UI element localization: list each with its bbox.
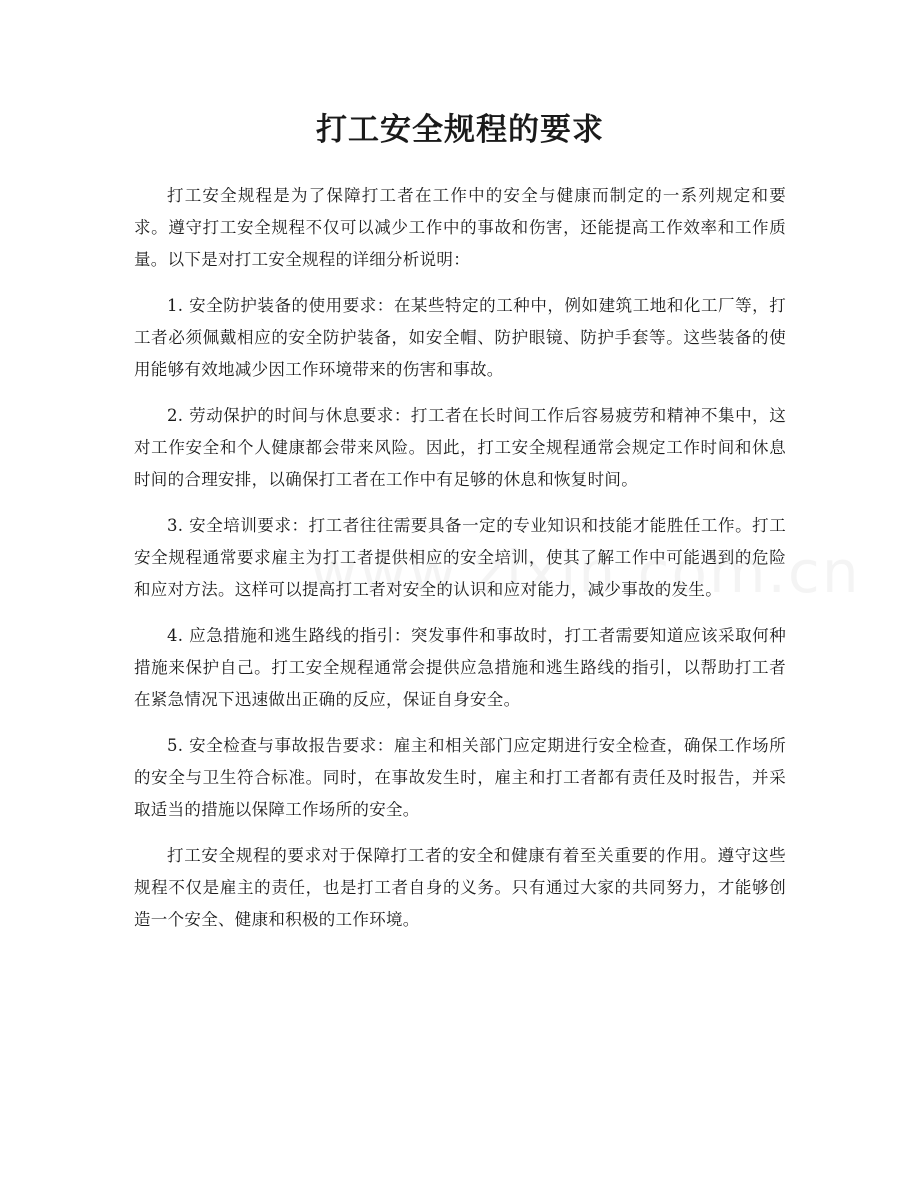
conclusion-paragraph: 打工安全规程的要求对于保障打工者的安全和健康有着至关重要的作用。遵守这些规程不仅是雇主的责任，也是打工者自身的义务。只有通过大家的共同努力，才能够创造一个安全、健康和积极的工作环境。 [134,846,786,929]
document-title: 打工安全规程的要求 [316,112,604,148]
document-body [134,180,786,950]
paragraph-item-4: 4. 应急措施和逃生路线的指引：突发事件和事故时，打工者需要知道应该采取何种措施来保护自己。打工安全规程通常会提供应急措施和逃生路线的指引，以帮助打工者在紧急情况下迅速做出正确的反应，保证自身安全。 [134,626,786,709]
paragraph-item-2: 2. 劳动保护的时间与休息要求：打工者在长时间工作后容易疲劳和精神不集中，这对工作安全和个人健康都会带来风险。因此，打工安全规程通常会规定工作时间和休息时间的合理安排，以确保打工者在工作中有足够的休息和恢复时间。 [134,406,786,489]
intro-paragraph: 打工安全规程是为了保障打工者在工作中的安全与健康而制定的一系列规定和要求。遵守打工安全规程不仅可以减少工作中的事故和伤害，还能提高工作效率和工作质量。以下是对打工安全规程的详细分析说明： [134,186,786,269]
paragraph-item-5: 5. 安全检查与事故报告要求：雇主和相关部门应定期进行安全检查，确保工作场所的安全与卫生符合标准。同时，在事故发生时，雇主和打工者都有责任及时报告，并采取适当的措施以保障工作场所的安全。 [134,736,786,819]
paragraph-item-1: 1. 安全防护装备的使用要求：在某些特定的工种中，例如建筑工地和化工厂等，打工者必须佩戴相应的安全防护装备，如安全帽、防护眼镜、防护手套等。这些装备的使用能够有效地减少因工作环境带来的伤害和事故。 [134,296,786,379]
paragraph-item-3: 3. 安全培训要求：打工者往往需要具备一定的专业知识和技能才能胜任工作。打工安全规程通常要求雇主为打工者提供相应的安全培训，使其了解工作中可能遇到的危险和应对方法。这样可以提高打工者对安全的认识和应对能力，减少事故的发生。 [134,516,786,599]
